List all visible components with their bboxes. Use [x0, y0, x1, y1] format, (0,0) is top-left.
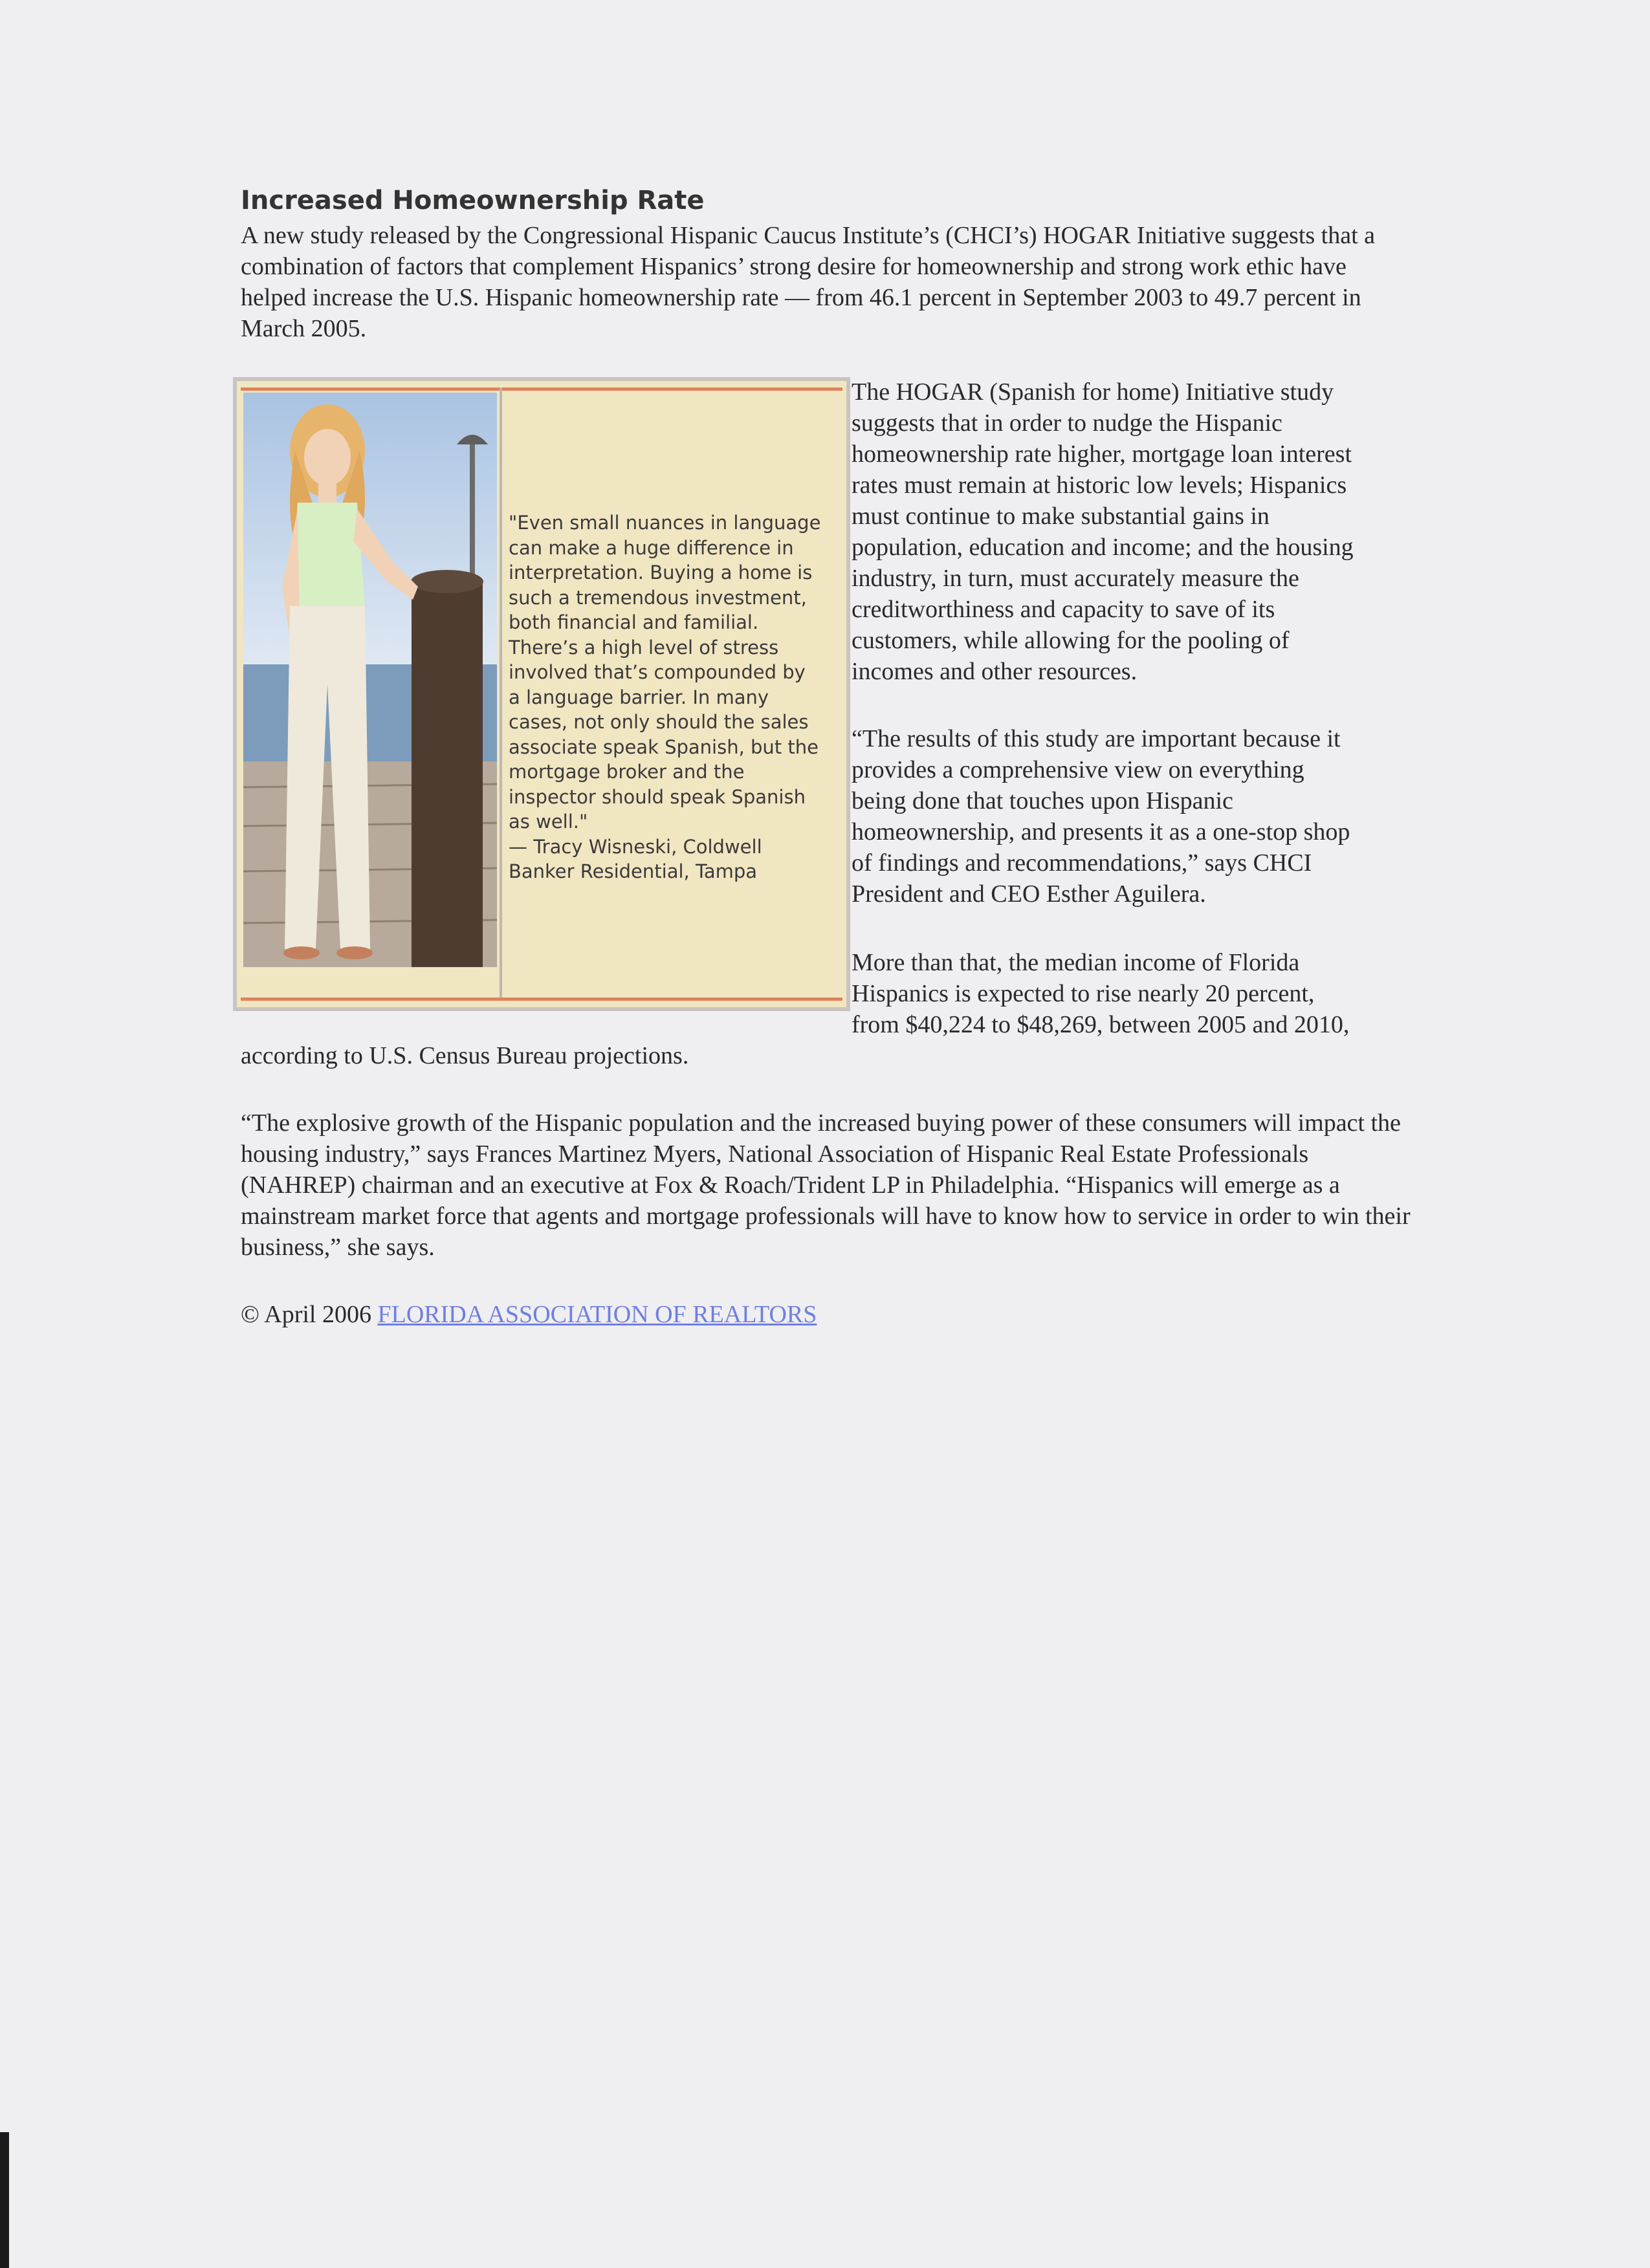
quote-line: a language barrier. In many	[509, 686, 769, 708]
quote-line: interpretation. Buying a home is	[509, 562, 813, 583]
quote-attribution: — Tracy Wisneski, Coldwell	[509, 835, 762, 858]
text-line: homeownership rate higher, mortgage loan interest	[852, 441, 1352, 468]
article-heading: Increased Homeownership Rate	[241, 186, 705, 215]
quote-attribution: Banker Residential, Tampa	[509, 860, 758, 882]
text-line: “The results of this study are important because it	[852, 725, 1341, 752]
quote-line: can make a huge difference in	[509, 536, 794, 559]
woman-on-pier-photo	[243, 393, 497, 967]
text-line: creditworthiness and capacity to save of its	[852, 596, 1275, 623]
text-line: of findings and recommendations,” says CHCI	[852, 849, 1312, 877]
text-line: being done that touches upon Hispanic	[852, 787, 1233, 814]
text-line: suggests that in order to nudge the Hispanic	[852, 409, 1282, 437]
text-line: customers, while allowing for the pooling of	[852, 627, 1290, 654]
quote-line: as well."	[509, 811, 588, 833]
text-line: must continue to make substantial gains in	[852, 503, 1270, 530]
explosive-growth-paragraph: “The explosive growth of the Hispanic population and the increased buying power of these consumers will impact the housing industry,” says Frances Martinez Myers, National Association of Hispanic Real Estate Professionals (NAHREP) chairman and an executive at Fox & Roach/Trident LP in Philadelphia. “Hispanics will emerge as a mainstream market force that agents and mortgage professionals will have to know how to service in order to win their business,” she says.	[241, 1109, 1411, 1261]
quote-sidebar	[233, 377, 850, 1011]
text-line: Hispanics is expected to rise nearly 20 percent,	[852, 980, 1315, 1007]
quote-line: involved that’s compounded by	[509, 661, 806, 683]
text-line: More than that, the median income of Florida	[852, 949, 1300, 976]
sidebar-quote	[509, 510, 845, 884]
intro-paragraph: A new study released by the Congressional Hispanic Caucus Institute’s (CHCI’s) HOGAR Initiative suggests that a combination of factors that complement Hispanics’ strong desire for homeownership and strong work ethic have helped increase the U.S. Hispanic homeownership rate — from 46.1 percent in September 2003 to 49.7 percent in March 2005.	[241, 222, 1376, 342]
quote-line: inspector should speak Spanish	[509, 785, 806, 808]
census-line: according to U.S. Census Bureau projections.	[241, 1042, 689, 1069]
quote-line: There’s a high level of stress	[509, 636, 779, 659]
text-line: incomes and other resources.	[852, 658, 1138, 685]
scan-edge-mark	[0, 2132, 9, 2268]
sidebar-bottom-rule	[241, 998, 842, 1001]
text-line: industry, in turn, must accurately measure the	[852, 565, 1299, 592]
hogar-study-paragraph	[852, 376, 1421, 687]
photo-illustration	[243, 393, 497, 967]
realtors-link[interactable]: FLORIDA ASSOCIATION OF REALTORS	[377, 1301, 817, 1328]
copyright-text: © April 2006	[241, 1301, 371, 1328]
quote-line: "Even small nuances in language	[509, 512, 821, 534]
quote-line: mortgage broker and the	[509, 761, 745, 783]
quote-line: associate speak Spanish, but the	[509, 736, 819, 758]
chci-quote-paragraph	[852, 723, 1421, 910]
text-line: The HOGAR (Spanish for home) Initiative study	[852, 378, 1334, 406]
text-line: population, education and income; and the housing	[852, 534, 1354, 561]
quote-line: such a tremendous investment,	[509, 586, 807, 609]
quote-line: cases, not only should the sales	[509, 711, 809, 733]
text-line: homeownership, and presents it as a one-stop shop	[852, 818, 1350, 845]
footer	[241, 1300, 817, 1329]
text-line: from $40,224 to $48,269, between 2005 and 2010,	[852, 1011, 1350, 1038]
sidebar-divider	[500, 387, 502, 1001]
text-line: provides a comprehensive view on everything	[852, 756, 1304, 783]
quote-line: both financial and familial.	[509, 611, 759, 633]
text-line: rates must remain at historic low levels; Hispanics	[852, 472, 1347, 499]
sidebar-top-rule	[241, 387, 842, 391]
median-income-paragraph	[852, 947, 1421, 1040]
sidebar-panel	[237, 381, 846, 1007]
text-line: President and CEO Esther Aguilera.	[852, 880, 1206, 908]
